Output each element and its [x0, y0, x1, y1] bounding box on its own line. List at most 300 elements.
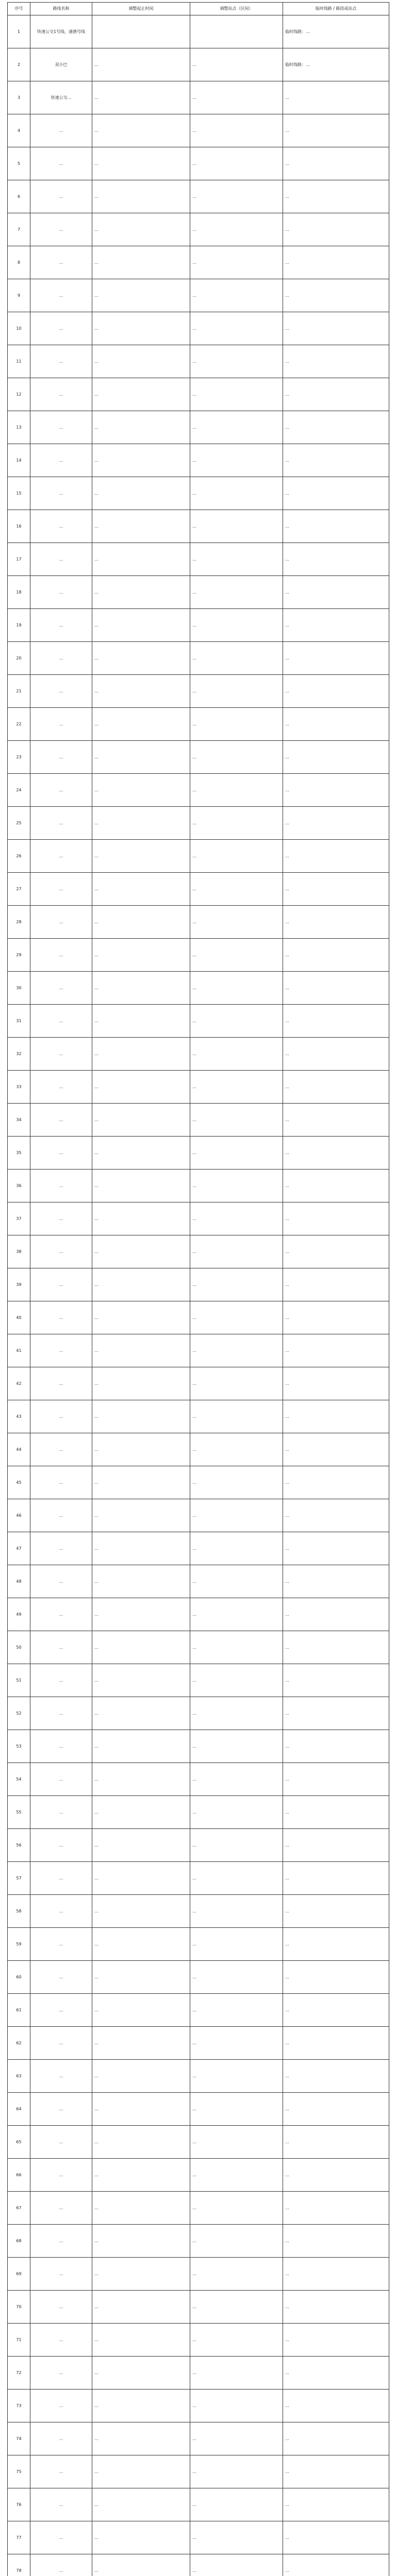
cell-adjust-stops: …	[190, 2488, 283, 2521]
cell-adjust-time: …	[92, 2060, 190, 2093]
cell-route-name: …	[30, 2225, 92, 2258]
cell-no: 21	[8, 675, 30, 708]
cell-route-name: …	[30, 2324, 92, 2357]
table-row	[8, 1763, 389, 1796]
cell-route-name: …	[30, 2455, 92, 2488]
cell-adjust-stops: …	[190, 1005, 283, 1038]
cell-temp-route: …	[283, 2422, 389, 2455]
cell-no: 39	[8, 1268, 30, 1301]
table-row	[8, 1202, 389, 1235]
table-row	[8, 609, 389, 642]
cell-no: 10	[8, 312, 30, 345]
table-row	[8, 114, 389, 147]
cell-route-name: …	[30, 873, 92, 906]
cell-adjust-stops: …	[190, 1994, 283, 2027]
cell-no: 48	[8, 1565, 30, 1598]
cell-adjust-stops: …	[190, 642, 283, 675]
cell-adjust-stops: …	[190, 1400, 283, 1433]
cell-route-name: 双小巴	[30, 48, 92, 81]
cell-adjust-stops: …	[190, 2554, 283, 2576]
table-row	[8, 411, 389, 444]
cell-no: 29	[8, 939, 30, 972]
cell-adjust-stops: …	[190, 1829, 283, 1862]
cell-route-name: …	[30, 2389, 92, 2422]
cell-route-name: …	[30, 1928, 92, 1961]
cell-adjust-stops: …	[190, 774, 283, 807]
cell-adjust-stops: …	[190, 477, 283, 510]
table-row	[8, 15, 389, 48]
cell-temp-route: …	[283, 2521, 389, 2554]
cell-temp-route: …	[283, 147, 389, 180]
cell-temp-route: …	[283, 1104, 389, 1137]
cell-route-name: …	[30, 1268, 92, 1301]
cell-adjust-stops: …	[190, 1862, 283, 1895]
cell-adjust-time: …	[92, 840, 190, 873]
cell-route-name: …	[30, 411, 92, 444]
cell-adjust-time: …	[92, 1829, 190, 1862]
table-row	[8, 1697, 389, 1730]
cell-adjust-stops: …	[190, 1763, 283, 1796]
cell-temp-route: …	[283, 2554, 389, 2576]
cell-adjust-time: …	[92, 180, 190, 213]
cell-temp-route: …	[283, 1499, 389, 1532]
cell-temp-route: …	[283, 1071, 389, 1104]
cell-route-name: …	[30, 1598, 92, 1631]
table-row	[8, 1730, 389, 1763]
table-row	[8, 48, 389, 81]
cell-route-name: …	[30, 708, 92, 741]
cell-temp-route: …	[283, 2324, 389, 2357]
cell-adjust-stops: …	[190, 213, 283, 246]
table-row	[8, 2258, 389, 2291]
cell-temp-route: …	[283, 2159, 389, 2192]
cell-no: 33	[8, 1071, 30, 1104]
cell-no: 3	[8, 81, 30, 114]
cell-no: 58	[8, 1895, 30, 1928]
cell-no: 57	[8, 1862, 30, 1895]
cell-route-name: …	[30, 2357, 92, 2389]
cell-route-name: …	[30, 246, 92, 279]
cell-adjust-stops: …	[190, 1730, 283, 1763]
cell-temp-route: …	[283, 1565, 389, 1598]
cell-temp-route: …	[283, 1829, 389, 1862]
table-row	[8, 1961, 389, 1994]
table-row	[8, 1433, 389, 1466]
cell-adjust-stops: …	[190, 1697, 283, 1730]
cell-adjust-stops: …	[190, 972, 283, 1005]
table-row	[8, 1038, 389, 1071]
cell-adjust-stops: …	[190, 1928, 283, 1961]
cell-adjust-time: …	[92, 1433, 190, 1466]
cell-temp-route: …	[283, 180, 389, 213]
table-header-row	[8, 3, 389, 15]
cell-adjust-time: …	[92, 2357, 190, 2389]
cell-adjust-time: …	[92, 2554, 190, 2576]
cell-route-name: …	[30, 2554, 92, 2576]
table-row	[8, 675, 389, 708]
cell-route-name: …	[30, 1730, 92, 1763]
cell-adjust-time: …	[92, 1367, 190, 1400]
cell-temp-route: …	[283, 1895, 389, 1928]
cell-adjust-stops: …	[190, 873, 283, 906]
table-row	[8, 2422, 389, 2455]
cell-adjust-time: …	[92, 972, 190, 1005]
cell-no: 42	[8, 1367, 30, 1400]
cell-route-name: …	[30, 213, 92, 246]
cell-route-name: …	[30, 279, 92, 312]
table-row	[8, 2291, 389, 2324]
cell-adjust-stops	[190, 15, 283, 48]
cell-no: 72	[8, 2357, 30, 2389]
cell-adjust-stops: …	[190, 444, 283, 477]
cell-route-name: …	[30, 2060, 92, 2093]
cell-adjust-stops: …	[190, 939, 283, 972]
cell-adjust-stops: …	[190, 576, 283, 609]
cell-route-name: …	[30, 1763, 92, 1796]
cell-temp-route: …	[283, 1038, 389, 1071]
cell-no: 5	[8, 147, 30, 180]
cell-temp-route: …	[283, 939, 389, 972]
cell-adjust-time: …	[92, 1862, 190, 1895]
cell-adjust-time: …	[92, 642, 190, 675]
cell-no: 37	[8, 1202, 30, 1235]
table-body	[8, 15, 389, 2576]
table-row	[8, 2488, 389, 2521]
cell-adjust-time: …	[92, 675, 190, 708]
cell-route-name: 快速公交…	[30, 81, 92, 114]
cell-route-name: …	[30, 444, 92, 477]
cell-route-name: …	[30, 345, 92, 378]
cell-temp-route: …	[283, 576, 389, 609]
cell-route-name: …	[30, 2291, 92, 2324]
cell-adjust-time: …	[92, 114, 190, 147]
cell-adjust-stops: …	[190, 312, 283, 345]
cell-no: 59	[8, 1928, 30, 1961]
cell-no: 67	[8, 2192, 30, 2225]
cell-no: 77	[8, 2521, 30, 2554]
cell-temp-route: …	[283, 906, 389, 939]
cell-adjust-stops: …	[190, 1499, 283, 1532]
cell-no: 75	[8, 2455, 30, 2488]
cell-no: 4	[8, 114, 30, 147]
cell-temp-route: …	[283, 213, 389, 246]
cell-temp-route: …	[283, 1730, 389, 1763]
cell-adjust-time: …	[92, 1400, 190, 1433]
cell-no: 71	[8, 2324, 30, 2357]
cell-no: 19	[8, 609, 30, 642]
cell-no: 47	[8, 1532, 30, 1565]
cell-temp-route: …	[283, 1235, 389, 1268]
cell-no: 55	[8, 1796, 30, 1829]
cell-no: 38	[8, 1235, 30, 1268]
cell-adjust-stops: …	[190, 2455, 283, 2488]
cell-no: 46	[8, 1499, 30, 1532]
cell-route-name: …	[30, 2422, 92, 2455]
cell-adjust-time: …	[92, 1301, 190, 1334]
cell-no: 41	[8, 1334, 30, 1367]
cell-route-name: …	[30, 1466, 92, 1499]
table-row	[8, 1598, 389, 1631]
cell-adjust-time: …	[92, 873, 190, 906]
cell-no: 15	[8, 477, 30, 510]
cell-no: 53	[8, 1730, 30, 1763]
table-row	[8, 147, 389, 180]
cell-temp-route: …	[283, 1334, 389, 1367]
cell-route-name: …	[30, 1104, 92, 1137]
cell-temp-route: 临时线路：…	[283, 48, 389, 81]
table-row	[8, 1170, 389, 1202]
table-row	[8, 1829, 389, 1862]
table-row	[8, 2060, 389, 2093]
cell-adjust-time: …	[92, 2324, 190, 2357]
cell-no: 22	[8, 708, 30, 741]
cell-adjust-time: …	[92, 1697, 190, 1730]
cell-route-name: …	[30, 576, 92, 609]
cell-adjust-stops: …	[190, 2357, 283, 2389]
cell-temp-route: …	[283, 2488, 389, 2521]
table-row	[8, 2093, 389, 2126]
cell-route-name: …	[30, 1367, 92, 1400]
cell-adjust-time: …	[92, 147, 190, 180]
cell-adjust-stops: …	[190, 378, 283, 411]
cell-adjust-stops: …	[190, 2389, 283, 2422]
cell-temp-route: …	[283, 1862, 389, 1895]
cell-temp-route: …	[283, 609, 389, 642]
cell-adjust-stops: …	[190, 1433, 283, 1466]
cell-adjust-time: …	[92, 2422, 190, 2455]
table-row	[8, 2027, 389, 2060]
cell-no: 24	[8, 774, 30, 807]
cell-adjust-time: …	[92, 1104, 190, 1137]
cell-route-name: …	[30, 2093, 92, 2126]
cell-route-name: …	[30, 1631, 92, 1664]
cell-route-name: …	[30, 1697, 92, 1730]
cell-route-name: …	[30, 543, 92, 576]
cell-route-name: …	[30, 906, 92, 939]
cell-temp-route: …	[283, 1005, 389, 1038]
cell-adjust-stops: …	[190, 741, 283, 774]
cell-temp-route: …	[283, 708, 389, 741]
cell-temp-route: …	[283, 1928, 389, 1961]
cell-no: 69	[8, 2258, 30, 2291]
table-row	[8, 1268, 389, 1301]
cell-no: 36	[8, 1170, 30, 1202]
cell-adjust-stops: …	[190, 48, 283, 81]
table-row	[8, 510, 389, 543]
cell-temp-route: …	[283, 1796, 389, 1829]
cell-adjust-time: …	[92, 1763, 190, 1796]
cell-adjust-time: …	[92, 246, 190, 279]
cell-temp-route: …	[283, 972, 389, 1005]
cell-adjust-stops: …	[190, 906, 283, 939]
cell-adjust-time: …	[92, 1631, 190, 1664]
cell-route-name: …	[30, 1038, 92, 1071]
table-row	[8, 741, 389, 774]
cell-temp-route: …	[283, 1763, 389, 1796]
cell-temp-route: …	[283, 1466, 389, 1499]
cell-adjust-time: …	[92, 477, 190, 510]
cell-temp-route: 临时线路：…	[283, 15, 389, 48]
cell-route-name: …	[30, 1202, 92, 1235]
table-row	[8, 1532, 389, 1565]
cell-adjust-stops: …	[190, 1466, 283, 1499]
cell-no: 78	[8, 2554, 30, 2576]
cell-adjust-stops: …	[190, 708, 283, 741]
cell-no: 40	[8, 1301, 30, 1334]
cell-temp-route: …	[283, 1367, 389, 1400]
cell-adjust-time: …	[92, 741, 190, 774]
cell-route-name: …	[30, 2488, 92, 2521]
table-row	[8, 708, 389, 741]
cell-adjust-time: …	[92, 213, 190, 246]
table-row	[8, 180, 389, 213]
cell-adjust-time: …	[92, 1137, 190, 1170]
table-row	[8, 2455, 389, 2488]
cell-no: 17	[8, 543, 30, 576]
cell-adjust-time: …	[92, 774, 190, 807]
cell-adjust-time: …	[92, 2159, 190, 2192]
cell-temp-route: …	[283, 675, 389, 708]
cell-route-name: …	[30, 1829, 92, 1862]
cell-route-name: …	[30, 477, 92, 510]
cell-route-name: …	[30, 741, 92, 774]
cell-no: 65	[8, 2126, 30, 2159]
cell-adjust-stops: …	[190, 1598, 283, 1631]
cell-route-name: …	[30, 510, 92, 543]
cell-adjust-stops: …	[190, 279, 283, 312]
cell-no: 44	[8, 1433, 30, 1466]
cell-no: 12	[8, 378, 30, 411]
cell-no: 14	[8, 444, 30, 477]
cell-adjust-time: …	[92, 1202, 190, 1235]
cell-route-name: …	[30, 1499, 92, 1532]
cell-adjust-stops: …	[190, 1565, 283, 1598]
cell-adjust-stops: …	[190, 1532, 283, 1565]
cell-temp-route: …	[283, 114, 389, 147]
table-row	[8, 1994, 389, 2027]
cell-temp-route: …	[283, 2357, 389, 2389]
cell-route-name: …	[30, 1301, 92, 1334]
cell-route-name: …	[30, 1532, 92, 1565]
cell-temp-route: …	[283, 1170, 389, 1202]
cell-no: 25	[8, 807, 30, 840]
cell-temp-route: …	[283, 1137, 389, 1170]
cell-no: 52	[8, 1697, 30, 1730]
cell-adjust-time: …	[92, 1170, 190, 1202]
cell-adjust-time: …	[92, 1268, 190, 1301]
cell-no: 9	[8, 279, 30, 312]
cell-no: 30	[8, 972, 30, 1005]
table-row	[8, 939, 389, 972]
cell-adjust-stops: …	[190, 543, 283, 576]
cell-temp-route: …	[283, 1400, 389, 1433]
table-row	[8, 1565, 389, 1598]
cell-adjust-stops: …	[190, 1961, 283, 1994]
cell-adjust-stops: …	[190, 2521, 283, 2554]
cell-adjust-stops: …	[190, 2093, 283, 2126]
cell-route-name: …	[30, 1235, 92, 1268]
table-row	[8, 2159, 389, 2192]
cell-route-name: …	[30, 1071, 92, 1104]
table-row	[8, 246, 389, 279]
table-row	[8, 972, 389, 1005]
route-adjustment-table	[7, 2, 389, 2576]
cell-temp-route: …	[283, 1994, 389, 2027]
cell-temp-route: …	[283, 312, 389, 345]
cell-route-name: …	[30, 2521, 92, 2554]
table-row	[8, 2554, 389, 2576]
cell-adjust-time: …	[92, 807, 190, 840]
cell-temp-route: …	[283, 873, 389, 906]
table-row	[8, 840, 389, 873]
table-row	[8, 2521, 389, 2554]
cell-no: 68	[8, 2225, 30, 2258]
table-row	[8, 2389, 389, 2422]
cell-no: 31	[8, 1005, 30, 1038]
cell-temp-route: …	[283, 2060, 389, 2093]
cell-route-name: …	[30, 972, 92, 1005]
cell-adjust-stops: …	[190, 1268, 283, 1301]
cell-route-name: …	[30, 2159, 92, 2192]
table-row	[8, 345, 389, 378]
cell-adjust-stops: …	[190, 675, 283, 708]
cell-adjust-stops: …	[190, 1631, 283, 1664]
cell-no: 13	[8, 411, 30, 444]
cell-adjust-time: …	[92, 1235, 190, 1268]
cell-temp-route: …	[283, 2258, 389, 2291]
cell-route-name: …	[30, 1005, 92, 1038]
cell-adjust-time: …	[92, 543, 190, 576]
cell-temp-route: …	[283, 642, 389, 675]
cell-adjust-time: …	[92, 1928, 190, 1961]
cell-no: 64	[8, 2093, 30, 2126]
cell-no: 7	[8, 213, 30, 246]
table-row	[8, 378, 389, 411]
cell-adjust-stops: …	[190, 1202, 283, 1235]
cell-adjust-stops: …	[190, 1104, 283, 1137]
table-row	[8, 873, 389, 906]
table-row	[8, 1104, 389, 1137]
cell-adjust-stops: …	[190, 2422, 283, 2455]
cell-adjust-time: …	[92, 2521, 190, 2554]
table-row	[8, 2126, 389, 2159]
cell-adjust-time: …	[92, 2455, 190, 2488]
table-row	[8, 543, 389, 576]
cell-adjust-stops: …	[190, 1137, 283, 1170]
cell-route-name: …	[30, 1796, 92, 1829]
cell-adjust-time: …	[92, 2258, 190, 2291]
cell-adjust-time: …	[92, 48, 190, 81]
cell-temp-route: …	[283, 2126, 389, 2159]
cell-temp-route: …	[283, 411, 389, 444]
cell-route-name: …	[30, 114, 92, 147]
cell-adjust-time: …	[92, 411, 190, 444]
cell-route-name: …	[30, 1961, 92, 1994]
cell-adjust-stops: …	[190, 2258, 283, 2291]
cell-adjust-stops: …	[190, 1170, 283, 1202]
cell-adjust-stops: …	[190, 1895, 283, 1928]
cell-temp-route: …	[283, 1598, 389, 1631]
cell-no: 28	[8, 906, 30, 939]
cell-route-name: …	[30, 1334, 92, 1367]
cell-temp-route: …	[283, 378, 389, 411]
cell-adjust-time: …	[92, 378, 190, 411]
table-row	[8, 213, 389, 246]
cell-route-name: …	[30, 609, 92, 642]
cell-adjust-time: …	[92, 1499, 190, 1532]
cell-adjust-stops: …	[190, 609, 283, 642]
cell-adjust-time: …	[92, 1961, 190, 1994]
